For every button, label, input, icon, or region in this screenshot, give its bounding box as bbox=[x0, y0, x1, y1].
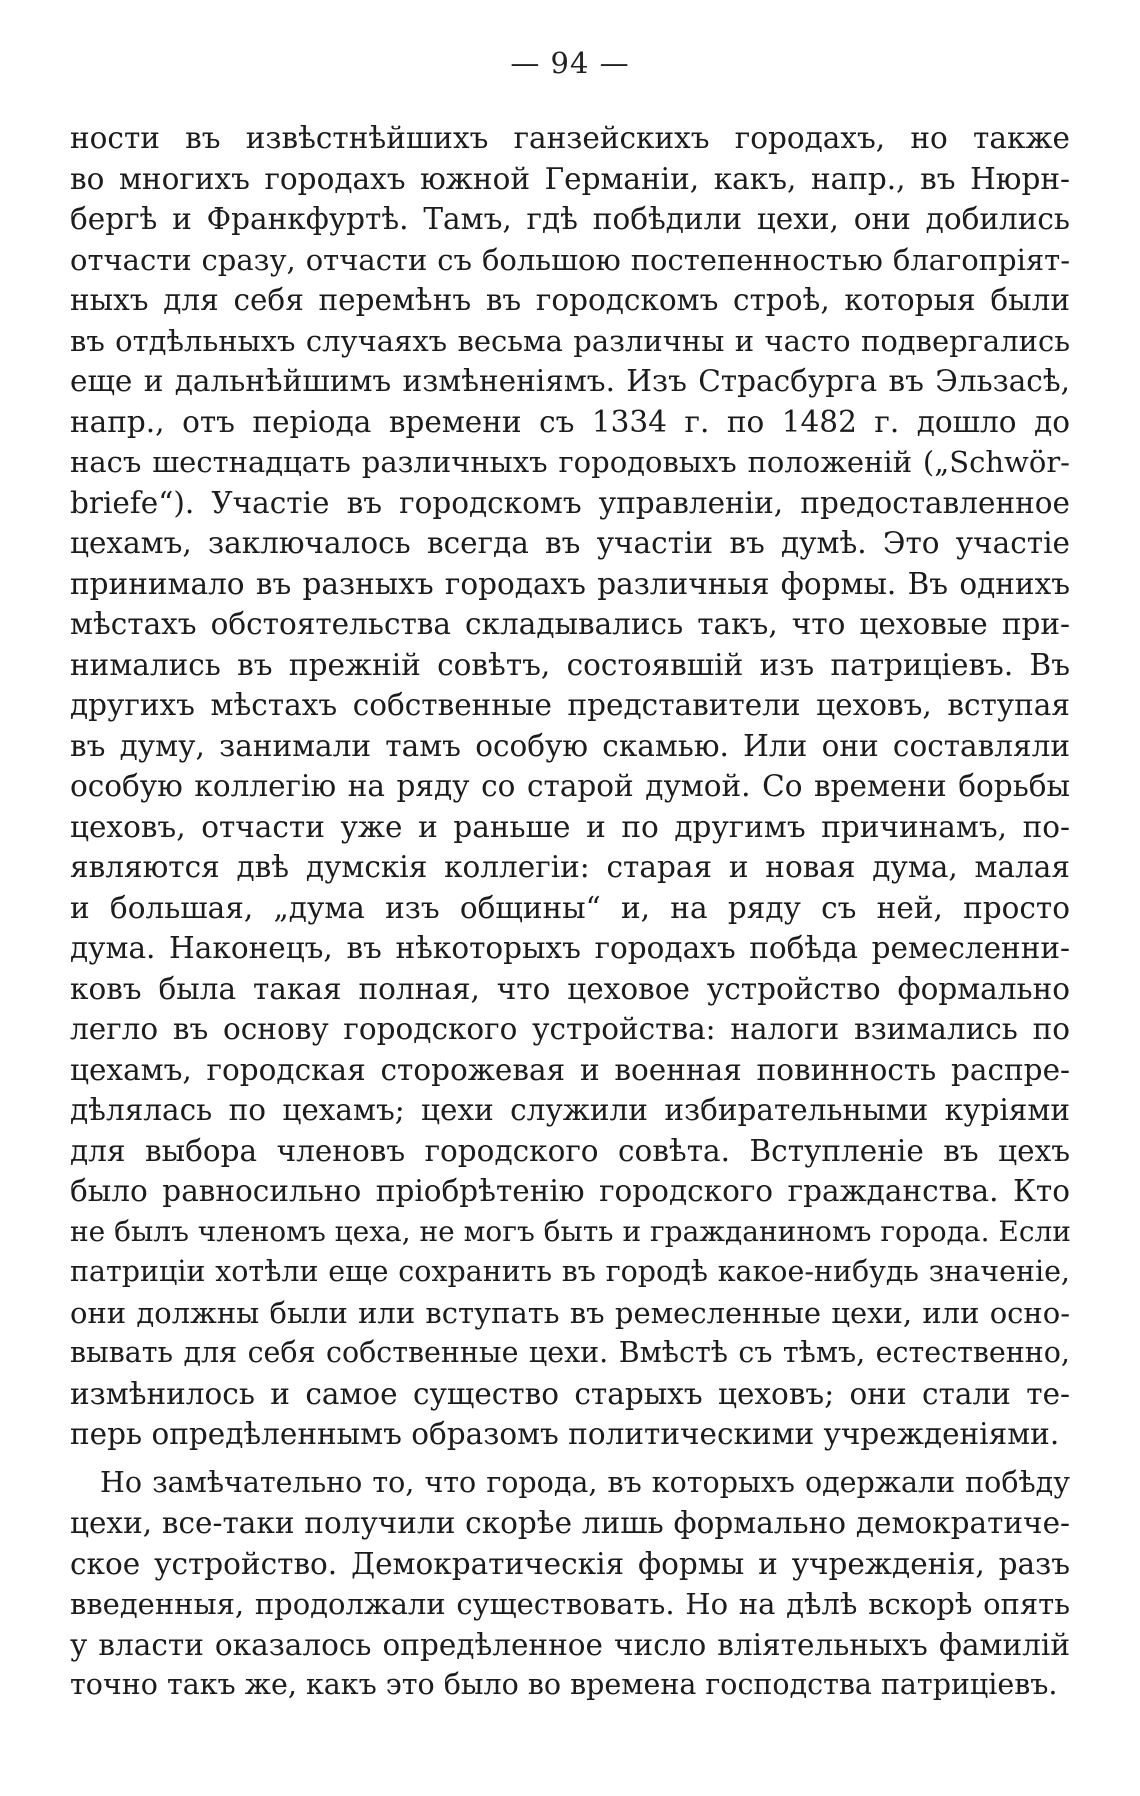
paragraph-gap bbox=[70, 1455, 1070, 1463]
text-line: особую коллегію на ряду со старой думой. Со времени борьбы bbox=[70, 769, 1070, 803]
text-line: перь опредѣленнымъ образомъ политическими учрежденіями. bbox=[70, 1417, 1060, 1451]
text-line: цеховъ, отчасти уже и раньше и по другимъ причинамъ, по- bbox=[70, 809, 1070, 844]
text-line: въ думу, занимали тамъ особую скамью. Или они составляли bbox=[70, 728, 1070, 763]
text-line: Но замѣчательно то, что города, въ которыхъ одержали побѣду bbox=[100, 1465, 1070, 1499]
text-line: ныхъ для себя перемѣнъ въ городскомъ строѣ, которыя были bbox=[70, 283, 1070, 317]
text-line: ности въ извѣстнѣйшихъ ганзейскихъ городахъ, но также bbox=[70, 121, 1070, 155]
text-line: они должны были или вступать въ ремесленные цехи, или осно- bbox=[70, 1295, 1070, 1330]
text-line: напр., отъ періода времени съ 1334 г. по 1482 г. дошло до bbox=[70, 404, 1070, 439]
text-line: во многихъ городахъ южной Германіи, какъ, напр., въ Нюрн- bbox=[70, 161, 1070, 196]
text-line: не былъ членомъ цеха, не могъ быть и гражданиномъ города. Если bbox=[70, 1214, 1071, 1248]
text-line: вывать для себя собственные цехи. Вмѣстѣ съ тѣмъ, естественно, bbox=[70, 1336, 1070, 1369]
text-line: еще и дальнѣйшимъ измѣненіямъ. Изъ Страсбурга въ Эльзасѣ, bbox=[70, 364, 1070, 398]
text-line: отчасти сразу, отчасти съ большою постепенностью благопріят- bbox=[70, 242, 1070, 277]
text-line: ковъ была такая полная, что цеховое устройство формально bbox=[70, 971, 1070, 1006]
text-line: бергѣ и Франкфуртѣ. Тамъ, гдѣ побѣдили цехи, они добились bbox=[70, 202, 1070, 236]
text-line: дѣлялась по цехамъ; цехи служили избирательными куріями bbox=[70, 1093, 1070, 1127]
page-number: — 94 — bbox=[510, 46, 630, 80]
text-line: введенныя, продолжали существовать. Но на дѣлѣ вскорѣ опять bbox=[70, 1587, 1070, 1621]
text-line: измѣнилось и самое существо старыхъ цеховъ; они стали те- bbox=[70, 1376, 1070, 1411]
text-line: было равносильно пріобрѣтенію городского гражданства. Кто bbox=[70, 1174, 1070, 1208]
text-line: нимались въ прежній совѣтъ, состоявшій изъ патриціевъ. Въ bbox=[70, 647, 1070, 682]
text-line: у власти оказалось опредѣленное число вліятельныхъ фамилій bbox=[70, 1627, 1070, 1662]
paragraph-1 bbox=[70, 118, 1070, 1455]
paragraph-2 bbox=[70, 1463, 1070, 1706]
text-line: для выбора членовъ городского совѣта. Вступленіе въ цехъ bbox=[70, 1133, 1070, 1168]
text-line: мѣстахъ обстоятельства складывались такъ, что цеховые при- bbox=[70, 607, 1070, 641]
text-line: патриціи хотѣли еще сохранить въ городѣ какое-нибудь значеніе, bbox=[70, 1255, 1070, 1288]
text-line: цехамъ, городская сторожевая и военная повинность распре- bbox=[70, 1052, 1070, 1087]
body-text bbox=[70, 118, 1070, 1706]
text-line: и большая, „дума изъ общины“ и, на ряду съ ней, просто bbox=[70, 890, 1070, 925]
text-line: ское устройство. Демократическія формы и учрежденія, разъ bbox=[70, 1546, 1070, 1581]
text-line: briefe“). Участіе въ городскомъ управленіи, предоставленное bbox=[70, 485, 1070, 520]
text-line: насъ шестнадцать различныхъ городовыхъ положеній („Schwör- bbox=[70, 445, 1070, 479]
text-line: являются двѣ думскія коллегіи: старая и новая дума, малая bbox=[70, 850, 1070, 884]
text-line: въ отдѣльныхъ случаяхъ весьма различны и часто подвергались bbox=[70, 323, 1070, 358]
text-line: цехамъ, заключалось всегда въ участіи въ думѣ. Это участіе bbox=[70, 526, 1070, 560]
text-line: дума. Наконецъ, въ нѣкоторыхъ городахъ побѣда ремесленни- bbox=[70, 931, 1070, 965]
text-line: легло въ основу городского устройства: налоги взимались по bbox=[70, 1012, 1070, 1046]
text-line: точно такъ же, какъ это было во времена господства патриціевъ. bbox=[70, 1668, 1058, 1701]
text-line: принимало въ разныхъ городахъ различныя формы. Въ однихъ bbox=[70, 566, 1070, 601]
text-line: другихъ мѣстахъ собственные представители цеховъ, вступая bbox=[70, 688, 1070, 722]
text-line: цехи, все-таки получили скорѣе лишь формально демократиче- bbox=[70, 1506, 1070, 1540]
